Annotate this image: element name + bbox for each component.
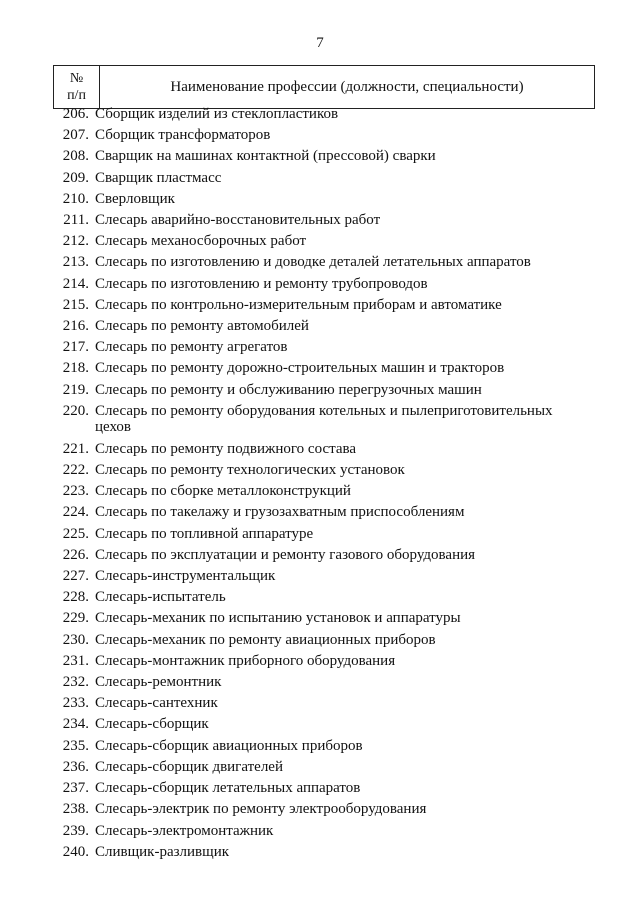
list-item bbox=[0, 316, 640, 337]
item-profession-name: Слесарь по ремонту автомобилей bbox=[95, 318, 309, 335]
item-profession-name: Слесарь механосборочных работ bbox=[95, 233, 307, 250]
list-item bbox=[0, 630, 640, 651]
item-number: 238. bbox=[62, 801, 89, 818]
list-item bbox=[0, 566, 640, 587]
item-number: 211. bbox=[63, 212, 89, 229]
item-profession-name: Слесарь-электрик по ремонту электрооборудования bbox=[95, 801, 427, 818]
item-profession-name: Слесарь-сборщик bbox=[95, 716, 209, 733]
profession-list bbox=[0, 104, 640, 863]
number-column-header bbox=[54, 66, 100, 108]
item-number: 228. bbox=[62, 589, 89, 606]
item-number: 233. bbox=[62, 695, 89, 712]
list-item bbox=[0, 757, 640, 778]
item-number: 212. bbox=[62, 233, 89, 250]
list-item bbox=[0, 545, 640, 566]
list-item bbox=[0, 842, 640, 863]
item-profession-name: Сварщик пластмасс bbox=[95, 169, 222, 186]
item-number: 217. bbox=[62, 339, 89, 356]
item-profession-name: Сборщик изделий из стеклопластиков bbox=[95, 106, 339, 122]
item-profession-name: Слесарь-электромонтажник bbox=[95, 822, 274, 839]
item-profession-name: Слесарь по эксплуатации и ремонту газового оборудования bbox=[95, 546, 476, 563]
list-item bbox=[0, 104, 640, 125]
item-profession-name: Слесарь-ремонтник bbox=[95, 674, 222, 691]
list-item bbox=[0, 587, 640, 608]
item-profession-name: Слесарь по ремонту технологических установок bbox=[95, 462, 405, 479]
list-item bbox=[0, 481, 640, 502]
list-item bbox=[0, 651, 640, 672]
item-number: 224. bbox=[62, 504, 89, 521]
number-sign: № bbox=[69, 71, 84, 86]
item-number: 210. bbox=[62, 190, 89, 207]
item-profession-name: Слесарь по сборке металлоконструкций bbox=[95, 483, 351, 500]
list-item bbox=[0, 502, 640, 523]
item-profession-name: Слесарь по изготовлению и ремонту трубопроводов bbox=[95, 275, 428, 292]
item-profession-name: Слесарь аварийно-восстановительных работ bbox=[95, 212, 381, 229]
list-item bbox=[0, 337, 640, 358]
list-item bbox=[0, 358, 640, 379]
item-number: 214. bbox=[62, 275, 89, 292]
item-number: 235. bbox=[62, 737, 89, 754]
item-number: 221. bbox=[62, 440, 89, 457]
item-number: 215. bbox=[62, 296, 89, 313]
list-item bbox=[0, 714, 640, 735]
item-profession-name: Слесарь-механик по испытанию установок и аппаратуры bbox=[95, 610, 461, 627]
item-profession-name: Сварщик на машинах контактной (прессовой) сварки bbox=[95, 148, 436, 165]
item-number: 226. bbox=[62, 546, 89, 563]
item-number: 234. bbox=[62, 716, 89, 733]
item-number: 240. bbox=[62, 843, 89, 860]
list-item bbox=[0, 252, 640, 273]
item-number: 213. bbox=[62, 254, 89, 271]
item-profession-name: Сверловщик bbox=[95, 190, 175, 207]
item-number: 223. bbox=[62, 483, 89, 500]
item-number: 222. bbox=[62, 462, 89, 479]
list-item bbox=[0, 672, 640, 693]
item-profession-name: Слесарь по такелажу и грузозахватным приспособлениям bbox=[95, 504, 465, 521]
item-number: 231. bbox=[62, 652, 89, 669]
list-item bbox=[0, 608, 640, 629]
list-item bbox=[0, 799, 640, 820]
list-item bbox=[0, 210, 640, 231]
item-profession-name: Слесарь-инструментальщик bbox=[95, 568, 276, 585]
item-number: 225. bbox=[62, 525, 89, 542]
list-item bbox=[0, 274, 640, 295]
item-number: 219. bbox=[62, 381, 89, 398]
item-profession-name: Слесарь по топливной аппаратуре bbox=[95, 525, 314, 542]
item-number: 227. bbox=[62, 568, 89, 585]
item-number: 236. bbox=[62, 758, 89, 775]
item-number: 229. bbox=[62, 610, 89, 627]
item-number: 232. bbox=[62, 674, 89, 691]
page-number: 7 bbox=[316, 35, 324, 51]
list-item bbox=[0, 778, 640, 799]
item-profession-name: Сливщик-разливщик bbox=[95, 843, 230, 860]
item-number: 230. bbox=[62, 631, 89, 648]
list-item bbox=[0, 736, 640, 757]
item-number: 239. bbox=[62, 822, 89, 839]
list-item bbox=[0, 401, 640, 439]
item-profession-name: Слесарь по ремонту подвижного состава bbox=[95, 440, 357, 457]
item-profession-name: Слесарь-сборщик летательных аппаратов bbox=[95, 780, 361, 797]
item-profession-name: Слесарь по ремонту и обслуживанию перегрузочных машин bbox=[95, 381, 482, 398]
item-profession-name: Слесарь-механик по ремонту авиационных приборов bbox=[95, 631, 436, 648]
item-profession-name: Слесарь-монтажник приборного оборудования bbox=[95, 652, 396, 669]
list-item bbox=[0, 146, 640, 167]
list-item bbox=[0, 125, 640, 146]
item-number: 218. bbox=[62, 360, 89, 377]
item-profession-name: Слесарь по ремонту оборудования котельных и пылеприготовительных цехов bbox=[95, 402, 553, 435]
item-number: 208. bbox=[62, 148, 89, 165]
list-item bbox=[0, 524, 640, 545]
item-number: 216. bbox=[62, 318, 89, 335]
list-item bbox=[0, 439, 640, 460]
item-number: 220. bbox=[62, 402, 89, 419]
item-number: 207. bbox=[62, 127, 89, 144]
table-header bbox=[53, 65, 595, 109]
list-item bbox=[0, 231, 640, 252]
list-item bbox=[0, 460, 640, 481]
list-item bbox=[0, 821, 640, 842]
item-number: 206. bbox=[62, 106, 89, 122]
item-profession-name: Слесарь-сантехник bbox=[95, 695, 218, 712]
item-profession-name: Слесарь по ремонту дорожно-строительных машин и тракторов bbox=[95, 360, 505, 377]
list-item bbox=[0, 189, 640, 210]
item-number: 209. bbox=[62, 169, 89, 186]
list-item bbox=[0, 295, 640, 316]
list-item bbox=[0, 693, 640, 714]
item-profession-name: Слесарь по ремонту агрегатов bbox=[95, 339, 288, 356]
item-number: 237. bbox=[62, 780, 89, 797]
item-profession-name: Слесарь-испытатель bbox=[95, 589, 226, 606]
item-profession-name: Слесарь-сборщик двигателей bbox=[95, 758, 283, 775]
item-profession-name: Слесарь по изготовлению и доводке деталей летательных аппаратов bbox=[95, 254, 531, 271]
item-profession-name: Слесарь-сборщик авиационных приборов bbox=[95, 737, 363, 754]
item-profession-name: Слесарь по контрольно-измерительным приборам и автоматике bbox=[95, 296, 502, 313]
list-item bbox=[0, 168, 640, 189]
profession-column-header: Наименование профессии (должности, специальности) bbox=[170, 78, 524, 95]
list-item bbox=[0, 380, 640, 401]
number-abbrev: п/п bbox=[67, 88, 86, 103]
item-profession-name: Сборщик трансформаторов bbox=[95, 127, 271, 144]
